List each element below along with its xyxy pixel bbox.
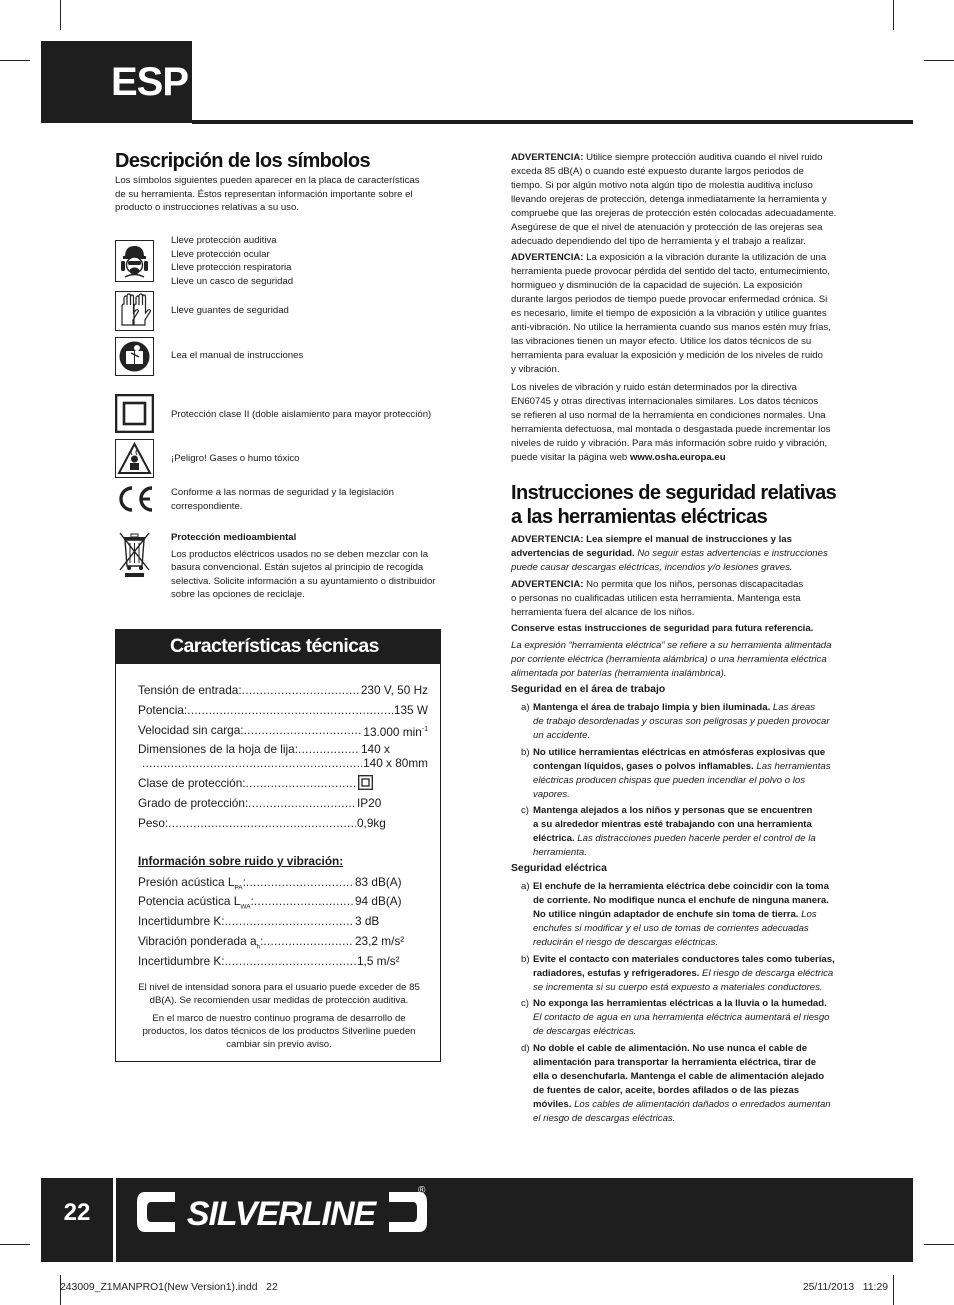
spec-row xyxy=(138,775,428,792)
work-area-title: Seguridad en el área de trabajo xyxy=(511,684,666,695)
ppe-icon xyxy=(115,240,154,279)
text-line: herramienta puede provocar pérdida del sentido del tacto, entumecimiento, xyxy=(511,266,830,277)
spec-label: Tensión de entrada: xyxy=(138,683,242,697)
text-line: El nivel de intensidad sonora para el usuario puede exceder de 85 xyxy=(138,982,420,993)
text-line: llevando orejeras de protección, detenga inmediatamente la herramienta y xyxy=(511,194,827,205)
keep-instructions: Conserve estas instrucciones de seguridad para futura referencia. xyxy=(511,623,814,634)
noise-note xyxy=(126,982,432,1008)
text-line: Conforme a las normas de seguridad y la legislación xyxy=(171,487,394,498)
registered-mark: ® xyxy=(418,1185,426,1196)
text-line: advertencias de seguridad. xyxy=(511,548,635,559)
noise-sub: PA xyxy=(234,884,243,892)
crop-mark xyxy=(0,1244,30,1245)
manual-text: Lea el manual de instrucciones xyxy=(171,350,304,361)
work-item-a xyxy=(521,701,841,743)
text-line: Evite el contacto con materiales conductores tales como tuberías, xyxy=(533,954,835,965)
noise-value: 3 dB xyxy=(355,914,380,928)
crop-mark xyxy=(0,60,30,61)
text-line: Lleve protección respiratoria xyxy=(171,262,292,274)
spec-label: Clase de protección: xyxy=(138,776,246,790)
text-line: durante largos periodos de tiempo puede provocar enfermedad crónica. Si xyxy=(511,294,828,305)
text-line: niveles de ruido y vibración. Para más información sobre ruido y vibración, xyxy=(511,438,828,449)
weee-bin-icon xyxy=(115,530,154,580)
class-2-icon xyxy=(358,775,373,790)
item-marker: c) xyxy=(521,805,529,816)
safety-title xyxy=(511,481,836,529)
noise-row xyxy=(138,953,428,969)
text-line: y vibración. xyxy=(511,364,560,375)
text-line: No utilice herramientas eléctricas en atmósferas explosivas que xyxy=(533,747,826,758)
symbols-title: Descripción de los símbolos xyxy=(115,150,370,172)
warning-manual xyxy=(511,533,841,575)
crop-mark xyxy=(924,60,954,61)
noise-value: 1,5 m/s² xyxy=(357,954,400,968)
vibration-levels xyxy=(511,381,841,465)
spec-change-note xyxy=(126,1013,432,1051)
text-line: Las herramientas xyxy=(756,761,831,772)
spec-label: Peso: xyxy=(138,816,169,830)
work-item-c xyxy=(521,804,841,860)
noise-label: Incertidumbre K: xyxy=(138,954,225,968)
toxic-fumes-icon xyxy=(115,439,154,478)
text-line: alimentada por baterías (herramienta inalámbrica). xyxy=(511,668,727,679)
text-line: Las distracciones pueden hacerle perder el control de la xyxy=(577,833,816,844)
text-line: Lleve protección ocular xyxy=(171,248,270,260)
ppe-text xyxy=(171,234,293,288)
toxic-fumes-text: ¡Peligro! Gases o humo tóxico xyxy=(171,453,300,464)
text-line: EN60745 y otras directivas internacionales similares. Los datos técnicos xyxy=(511,396,819,407)
text-line: Los productos eléctricos usados no se deben mezclar con la xyxy=(171,548,429,560)
spec-row xyxy=(142,755,428,771)
footer-divider xyxy=(113,1178,116,1262)
text-line: Los cables de alimentación dañados o enredados aumentan xyxy=(574,1099,831,1110)
warning-hearing xyxy=(511,151,841,249)
text-line: No exponga las herramientas eléctricas a la lluvia o la humedad. xyxy=(533,998,827,1009)
manual-icon xyxy=(115,337,154,376)
osha-link[interactable]: www.osha.europa.eu xyxy=(629,452,726,463)
text-line: productos, los datos técnicos de los productos Silverline pueden xyxy=(142,1025,416,1037)
text-line: Los xyxy=(801,909,817,920)
spec-label: Velocidad sin carga: xyxy=(138,723,244,737)
text-line: vapores. xyxy=(533,789,570,800)
spec-unit-sup: -1 xyxy=(421,726,428,733)
warning-label: ADVERTENCIA: xyxy=(511,579,584,590)
warning-vibration xyxy=(511,251,841,377)
text-line: Lleve protección auditiva xyxy=(171,235,277,246)
text-line: producto o instrucciones relativas a su uso. xyxy=(115,202,299,214)
work-item-b xyxy=(521,746,841,802)
title-line: Instrucciones de seguridad relativas xyxy=(511,482,837,504)
text-line: correspondiente. xyxy=(171,500,243,512)
crop-mark xyxy=(893,1275,894,1305)
power-tool-definition xyxy=(511,639,841,681)
language-tab: ESP xyxy=(41,41,192,123)
electrical-item-a xyxy=(521,880,841,950)
spec-row xyxy=(138,815,428,831)
text-line: anti-vibración. No utilice la herramienta cuando sus manos estén muy frías, xyxy=(511,322,831,333)
text-line: Utilice siempre protección auditiva cuando el nivel ruido xyxy=(586,152,823,163)
text-line: se incrementa si su cuerpo está expuesto a materiales conductores. xyxy=(533,982,823,993)
environment-title: Protección medioambiental xyxy=(171,532,297,543)
gloves-icon xyxy=(115,291,154,330)
text-line: Asegúrese de que el nivel de atenuación y protección de las orejeras sea xyxy=(511,222,823,233)
text-line: En el marco de nuestro continuo programa de desarrollo de xyxy=(152,1013,406,1024)
text-line: hormigueo y disminución de la capacidad de sujeción. La exposición xyxy=(511,280,803,291)
text-line: eléctricas producen chispas que pueden incendiar el polvo o los xyxy=(533,775,805,786)
text-line: las vibraciones tienen un mayor efecto. Utilice los datos técnicos de su xyxy=(511,336,812,347)
spec-row xyxy=(138,702,428,718)
gloves-text: Lleve guantes de seguridad xyxy=(171,305,289,316)
text-line: o personas no cualificadas utilicen esta herramienta. Mantenga esta xyxy=(511,593,801,604)
text-line: contengan líquidos, gases o polvos inflamables. xyxy=(533,761,754,772)
text-line: Las áreas xyxy=(772,702,816,713)
spec-value: IP20 xyxy=(357,796,382,810)
silverline-logo xyxy=(135,1186,430,1238)
noise-colon: : xyxy=(242,875,246,889)
text-line: sobre las opciones de reciclaje. xyxy=(171,589,305,601)
text-line: herramienta fuera del alcance de los niños. xyxy=(511,607,695,618)
specs-title: Características técnicas xyxy=(170,635,379,657)
text-line: el riesgo de descargas eléctricas. xyxy=(533,1113,676,1124)
noise-label: Presión acústica L xyxy=(138,875,235,889)
noise-label: Potencia acústica L xyxy=(138,894,241,908)
symbols-intro xyxy=(115,174,445,215)
text-line: Los niveles de vibración y ruido están determinados por la directiva xyxy=(511,382,797,393)
item-marker: d) xyxy=(521,1043,530,1054)
crop-mark xyxy=(893,0,894,30)
text-line: de su herramienta. Éstos representan información importante sobre el xyxy=(115,188,413,200)
text-line: enchufes si modificar y el uso de tomas de corrientes adecuadas xyxy=(533,923,809,934)
text-line: eléctrica. xyxy=(533,833,575,844)
text-line: No permita que los niños, personas discapacitadas xyxy=(586,579,804,590)
class-2-text: Protección clase II (doble aislamiento para mayor protección) xyxy=(171,409,432,420)
noise-colon: : xyxy=(260,934,264,948)
electrical-item-d xyxy=(521,1042,841,1126)
class-2-icon xyxy=(115,394,154,433)
crop-mark xyxy=(924,1244,954,1245)
text-line: Mantenga alejados a los niños y personas que se encuentren xyxy=(533,805,813,816)
text-line: basura convencional. Están sujetos al principio de recogida xyxy=(171,562,424,574)
title-line: a las herramientas eléctricas xyxy=(511,506,768,528)
text-line: tiempo. Si por algún motivo nota algún tipo de molestia auditiva incluso xyxy=(511,180,813,191)
text-line: No doble el cable de alimentación. No use nunca el cable de xyxy=(533,1043,808,1054)
header-rule xyxy=(192,120,913,124)
spec-value: 0,9kg xyxy=(357,816,386,830)
noise-row xyxy=(138,913,428,929)
text-line: Los símbolos siguientes pueden aparecer en la placa de características xyxy=(115,175,420,186)
noise-value: 94 dB(A) xyxy=(355,894,402,908)
text-line: dB(A). Se recomienden usar medidas de protección auditiva. xyxy=(149,994,409,1006)
text-line: adecuado dependiendo del tipo de herramienta y el trabajo a realizar. xyxy=(511,236,806,247)
text-line: herramienta para evaluar la exposición y medición de los niveles de ruido xyxy=(511,350,823,361)
spec-value: 140 x xyxy=(361,742,390,756)
noise-title: Información sobre ruido y vibración: xyxy=(138,854,344,868)
spec-value: 140 x 80mm xyxy=(363,756,428,770)
electrical-title: Seguridad eléctrica xyxy=(511,863,607,874)
spec-row xyxy=(138,795,428,811)
text-line: puede causar descargas eléctricas, incendios y/o lesiones graves. xyxy=(511,562,793,573)
noise-value: 83 dB(A) xyxy=(355,875,402,889)
spec-value: 230 V, 50 Hz xyxy=(360,683,428,697)
ce-text xyxy=(171,486,394,513)
text-line: por corriente eléctrica (herramienta alámbrica) o una herramienta eléctrica xyxy=(511,654,827,665)
spec-value: 13.000 min xyxy=(363,724,422,739)
text-line: de fuentes de calor, aceite, bordes afilados o de las piezas xyxy=(533,1085,800,1096)
text-line: de trabajo desordenadas y oscuras son peligrosas y pueden provocar xyxy=(533,716,830,727)
item-marker: b) xyxy=(521,954,530,965)
text-line: El enchufe de la herramienta eléctrica debe coincidir con la toma xyxy=(533,881,829,892)
noise-colon: : xyxy=(250,894,254,908)
noise-label: Vibración ponderada a xyxy=(138,934,257,948)
text-line: móviles. xyxy=(533,1099,572,1110)
text-line: Lleve un casco de seguridad xyxy=(171,275,294,287)
print-date-info: 25/11/2013 11:29 xyxy=(802,1282,888,1293)
silverline-logo-mark xyxy=(135,1186,430,1238)
logo-wordmark: SILVERLINE xyxy=(186,1195,376,1233)
text-line: compruebe que las orejeras de protección estén colocadas adecuadamente. xyxy=(511,208,837,219)
text-line: Mantenga el área de trabajo limpia y bien iluminada. xyxy=(533,702,771,713)
ce-mark-icon xyxy=(115,485,154,524)
item-marker: a) xyxy=(521,881,530,892)
text-line: La expresión “herramienta eléctrica” se refiere a su herramienta alimentada xyxy=(511,640,832,651)
text-line: puede visitar la página web xyxy=(511,452,628,463)
text-line: herramienta defectuosa, mal montada o desgastada puede incrementar los xyxy=(511,424,831,435)
warning-label: ADVERTENCIA: xyxy=(511,152,584,163)
text-line: cambiar sin previo aviso. xyxy=(226,1038,332,1050)
text-line: El riesgo de descarga eléctrica xyxy=(702,968,834,979)
environment-text xyxy=(171,531,446,602)
text-line: herramienta. xyxy=(533,847,587,858)
electrical-item-b xyxy=(521,953,841,995)
text-line: No seguir estas advertencias e instrucciones xyxy=(637,548,828,559)
noise-sub: WA xyxy=(240,903,251,911)
noise-sub: h xyxy=(256,943,261,951)
noise-row xyxy=(138,933,428,955)
spec-label: Potencia: xyxy=(138,703,188,717)
spec-value: 135 W xyxy=(393,703,428,717)
crop-mark xyxy=(60,0,61,30)
warning-label: ADVERTENCIA: xyxy=(511,252,584,263)
text-line: es necesario, limite el tiempo de exposición a la vibración y utilice guantes xyxy=(511,308,827,319)
text-line: La exposición a la vibración durante la utilización de una xyxy=(586,252,827,263)
text-line: reducirán el riesgo de descargas eléctricas. xyxy=(533,937,719,948)
text-line: a su alrededor mientras esté trabajando con una herramienta xyxy=(533,819,812,830)
text-line: ella o desenchufarla. Mantenga el cable de alimentación alejado xyxy=(533,1071,825,1082)
warning-children xyxy=(511,578,841,620)
print-file-info: 243009_Z1MANPRO1(New Version1).indd 22 xyxy=(60,1282,278,1293)
item-marker: b) xyxy=(521,747,530,758)
noise-label: Incertidumbre K: xyxy=(138,914,225,928)
spec-row xyxy=(138,682,428,698)
spec-row xyxy=(138,722,428,740)
text-line: No utilice ningún adaptador de enchufe sin toma de tierra. xyxy=(533,909,799,920)
text-line: se refieren al uso normal de la herramienta en condiciones normales. Una xyxy=(511,410,826,421)
page-number: 22 xyxy=(63,1199,91,1226)
text-line: un accidente. xyxy=(533,730,591,741)
item-marker: a) xyxy=(521,702,530,713)
spec-label: Grado de protección: xyxy=(138,796,249,810)
item-marker: c) xyxy=(521,998,529,1009)
text-line: ADVERTENCIA: Lea siempre el manual de instrucciones y las xyxy=(511,534,792,545)
text-line: de descargas eléctricas. xyxy=(533,1026,637,1037)
text-line: El contacto de agua en una herramienta eléctrica aumentará el riesgo xyxy=(533,1012,830,1023)
text-line: de corriente. No modifique nunca el enchufe de ninguna manera. xyxy=(533,895,829,906)
text-line: exceda 85 dB(A) o cuando esté expuesto durante largos periodos de xyxy=(511,166,804,177)
text-line: selectiva. Solicite información a su ayuntamiento o distribuidor xyxy=(171,575,436,587)
electrical-item-c xyxy=(521,997,841,1039)
noise-value: 23,2 m/s² xyxy=(355,934,405,948)
noise-row xyxy=(138,893,428,915)
spec-label: Dimensiones de la hoja de lija: xyxy=(138,742,299,756)
text-line: radiadores, estufas y refrigeradores. xyxy=(533,968,700,979)
text-line: alimentación para transportar la herramienta eléctrica, tirar de xyxy=(533,1057,817,1068)
